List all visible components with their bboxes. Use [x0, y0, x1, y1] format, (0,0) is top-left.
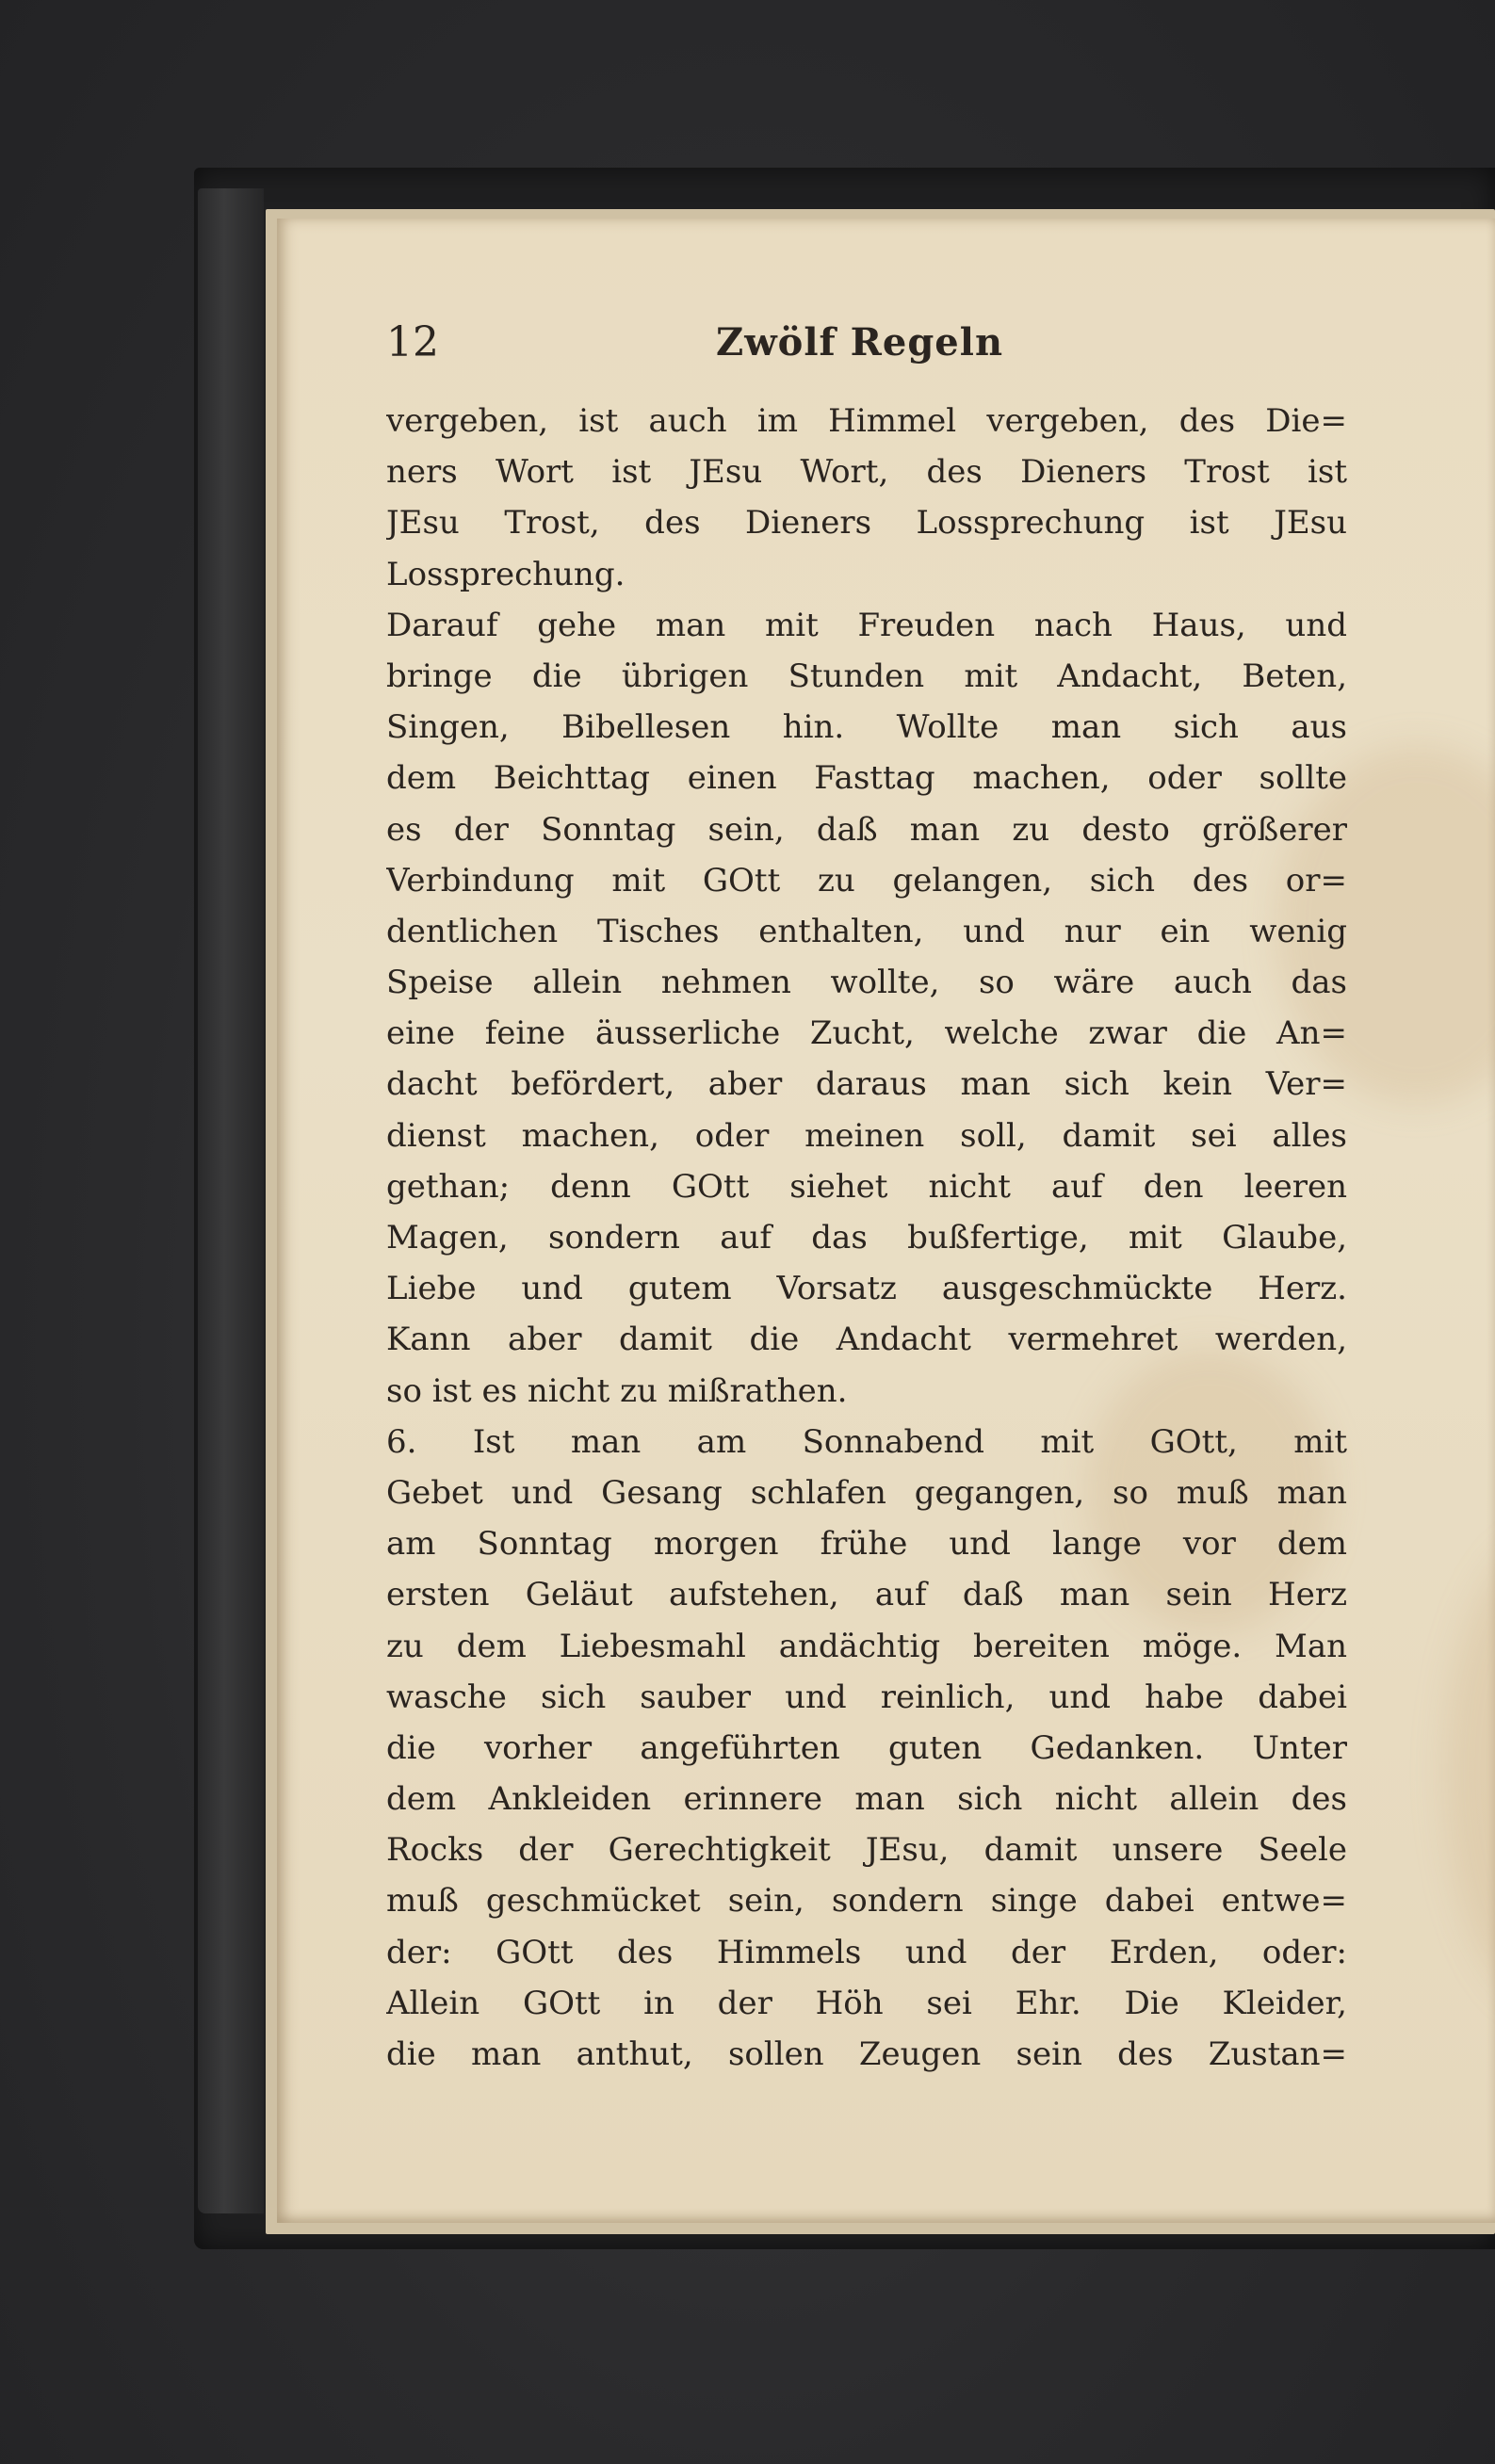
text-line: wasche sich sauber und reinlich, und habe dabei [386, 1678, 1347, 1716]
text-line: Kann aber damit die Andacht vermehret werden, [386, 1321, 1347, 1359]
text-line: vergeben, ist auch im Himmel vergeben, des Die= [386, 402, 1347, 440]
paper-stain [1445, 1537, 1495, 2008]
text-line: gethan; denn GOtt siehet nicht auf den leeren [386, 1167, 1347, 1206]
text-line: Lossprechung. [386, 555, 626, 593]
text-line: dem Beichttag einen Fasttag machen, oder sollte [386, 759, 1347, 798]
text-line: Allein GOtt in der Höh sei Ehr. Die Kleider, [386, 1984, 1347, 2022]
text-line: zu dem Liebesmahl andächtig bereiten möge. Man [386, 1627, 1347, 1665]
text-line: so ist es nicht zu mißrathen. [386, 1371, 848, 1410]
text-line: dacht befördert, aber daraus man sich kein Ver= [386, 1065, 1347, 1104]
text-line: Speise allein nehmen wollte, so wäre auch das [386, 964, 1347, 1002]
text-line: die vorher angeführten guten Gedanken. Unter [386, 1728, 1347, 1767]
text-line: dem Ankleiden erinnere man sich nicht allein des [386, 1780, 1347, 1819]
text-line: die man anthut, sollen Zeugen sein des Zustan= [386, 2035, 1347, 2073]
text-line: ersten Geläut aufstehen, auf daß man sein Herz [386, 1576, 1347, 1614]
text-line: Liebe und gutem Vorsatz ausgeschmückte Herz. [386, 1270, 1347, 1308]
text-line: Verbindung mit GOtt zu gelangen, sich des or= [386, 861, 1347, 900]
text-line: bringe die übrigen Stunden mit Andacht, Beten, [386, 657, 1347, 695]
text-line: der: GOtt des Himmels und der Erden, oder: [386, 1933, 1347, 1971]
text-line: es der Sonntag sein, daß man zu desto größerer [386, 810, 1347, 849]
running-head: Zwölf Regeln [716, 320, 1004, 365]
text-line: ners Wort ist JEsu Wort, des Dieners Trost ist [386, 453, 1347, 492]
text-line: Rocks der Gerechtigkeit JEsu, damit unsere Seele [386, 1831, 1347, 1870]
text-line: JEsu Trost, des Dieners Lossprechung ist JEsu [386, 504, 1347, 543]
text-line: dienst machen, oder meinen soll, damit sei alles [386, 1116, 1347, 1155]
body-text [386, 396, 1347, 2080]
book-spine-edge [198, 188, 264, 2213]
text-line: eine feine äusserliche Zucht, welche zwar die An= [386, 1014, 1347, 1053]
text-line: Magen, sondern auf das bußfertige, mit Glaube, [386, 1219, 1347, 1256]
text-line: dentlichen Tisches enthalten, und nur ein wenig [386, 912, 1347, 950]
text-line: Darauf gehe man mit Freuden nach Haus, und [386, 606, 1347, 644]
text-line: 6. Ist man am Sonnabend mit GOtt, mit [386, 1422, 1347, 1461]
text-line: Singen, Bibellesen hin. Wollte man sich aus [386, 708, 1347, 747]
text-line: Gebet und Gesang schlafen gegangen, so muß man [386, 1473, 1347, 1512]
text-line: muß geschmücket sein, sondern singe dabei entwe= [386, 1882, 1347, 1921]
page-number: 12 [386, 318, 439, 366]
text-line: am Sonntag morgen frühe und lange vor dem [386, 1525, 1347, 1564]
page-header [386, 318, 1347, 375]
